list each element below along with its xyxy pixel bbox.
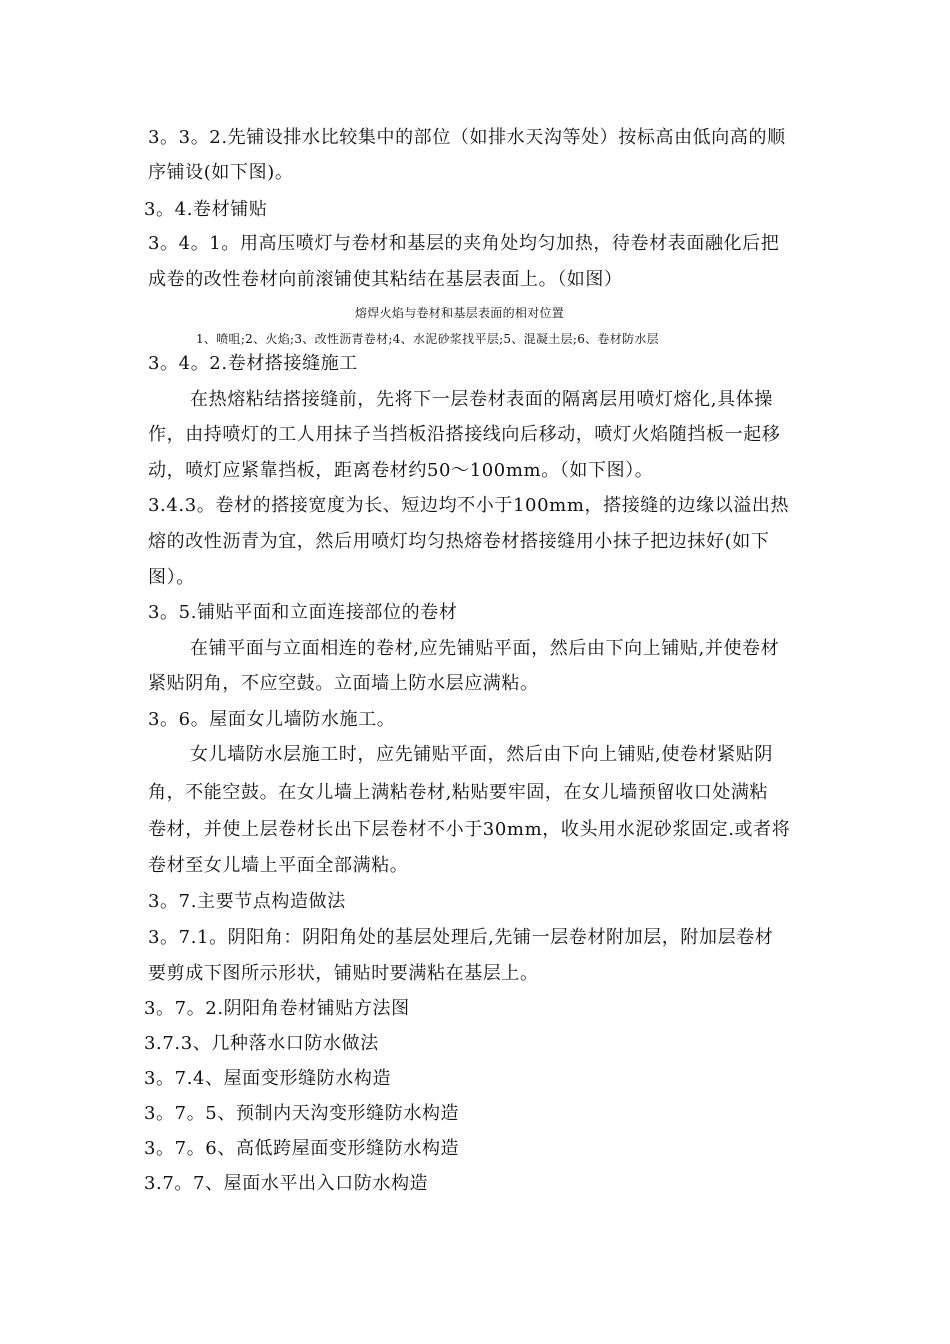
section-heading: 3。6。屋面女儿墙防水施工。 (148, 709, 396, 730)
text-line: 作，由持喷灯的工人用抹子当挡板沿搭接线向后移动，喷灯火焰随挡板一起移 (148, 424, 781, 445)
text-line: 序铺设(如下图)。 (148, 162, 294, 183)
text-line: 3.4.3。卷材的搭接宽度为长、短边均不小于100mm，搭接缝的边缘以溢出热 (148, 495, 790, 516)
text-line: 3。7.1。阴阳角：阴阳角处的基层处理后,先铺一层卷材附加层，附加层卷材 (148, 927, 774, 948)
text-line: 3。4。1。用高压喷灯与卷材和基层的夹角处均匀加热，待卷材表面融化后把 (148, 233, 780, 254)
section-heading: 3.7。7、屋面水平出入口防水构造 (144, 1173, 429, 1194)
text-line: 熔的改性沥青为宜，然后用喷灯均匀热熔卷材搭接缝用小抹子把边抹好(如下 (148, 531, 770, 552)
text-line: 紧贴阴角，不应空鼓。立面墙上防水层应满粘。 (148, 673, 539, 694)
section-heading: 3。7。5、预制内天沟变形缝防水构造 (144, 1103, 460, 1124)
text-line: 女儿墙防水层施工时，应先铺贴平面，然后由下向上铺贴,使卷材紧贴阴 (190, 744, 773, 765)
text-line: 要剪成下图所示形状，铺贴时要满粘在基层上。 (148, 963, 539, 984)
text-line: 图）。 (148, 567, 195, 588)
figure-caption: 熔焊火焰与卷材和基层表面的相对位置 (355, 306, 565, 320)
section-heading: 3。7.主要节点构造做法 (148, 891, 346, 912)
text-line: 在热熔粘结搭接缝前，先将下一层卷材表面的隔离层用喷灯熔化,具体操 (190, 389, 773, 410)
text-line: 成卷的改性卷材向前滚铺使其粘结在基层表面上。（如图） (148, 269, 623, 290)
section-heading: 3。4.卷材铺贴 (144, 199, 268, 220)
section-heading: 3。4。2.卷材搭接缝施工 (148, 353, 358, 374)
text-line: 卷材至女儿墙上平面全部满粘。 (148, 855, 409, 876)
text-line: 卷材，并使上层卷材长出下层卷材不小于30mm，收头用水泥砂浆固定.或者将 (148, 819, 791, 840)
section-heading: 3。5.铺贴平面和立面连接部位的卷材 (148, 602, 458, 623)
text-line: 动，喷灯应紧靠挡板，距离卷材约50～100mm。（如下图）。 (148, 460, 654, 481)
section-heading: 3。7。2.阴阳角卷材铺贴方法图 (144, 998, 410, 1019)
text-line: 角，不能空鼓。在女儿墙上满粘卷材,粘贴要牢固，在女儿墙预留收口处满粘 (148, 782, 769, 803)
section-heading: 3.7.3、几种落水口防水做法 (144, 1033, 379, 1054)
text-line: 在铺平面与立面相连的卷材,应先铺贴平面，然后由下向上铺贴,并使卷材 (190, 638, 780, 659)
text-line: 3。3。2.先铺设排水比较集中的部位（如排水天沟等处）按标高由低向高的顺 (148, 127, 786, 148)
section-heading: 3。7.4、屋面变形缝防水构造 (144, 1068, 392, 1089)
figure-legend: 1、喷咀;2、火焰;3、改性沥青卷材;4、水泥砂浆找平层;5、混凝土层;6、卷材防水层 (196, 332, 659, 346)
section-heading: 3。7。6、高低跨屋面变形缝防水构造 (144, 1138, 460, 1159)
